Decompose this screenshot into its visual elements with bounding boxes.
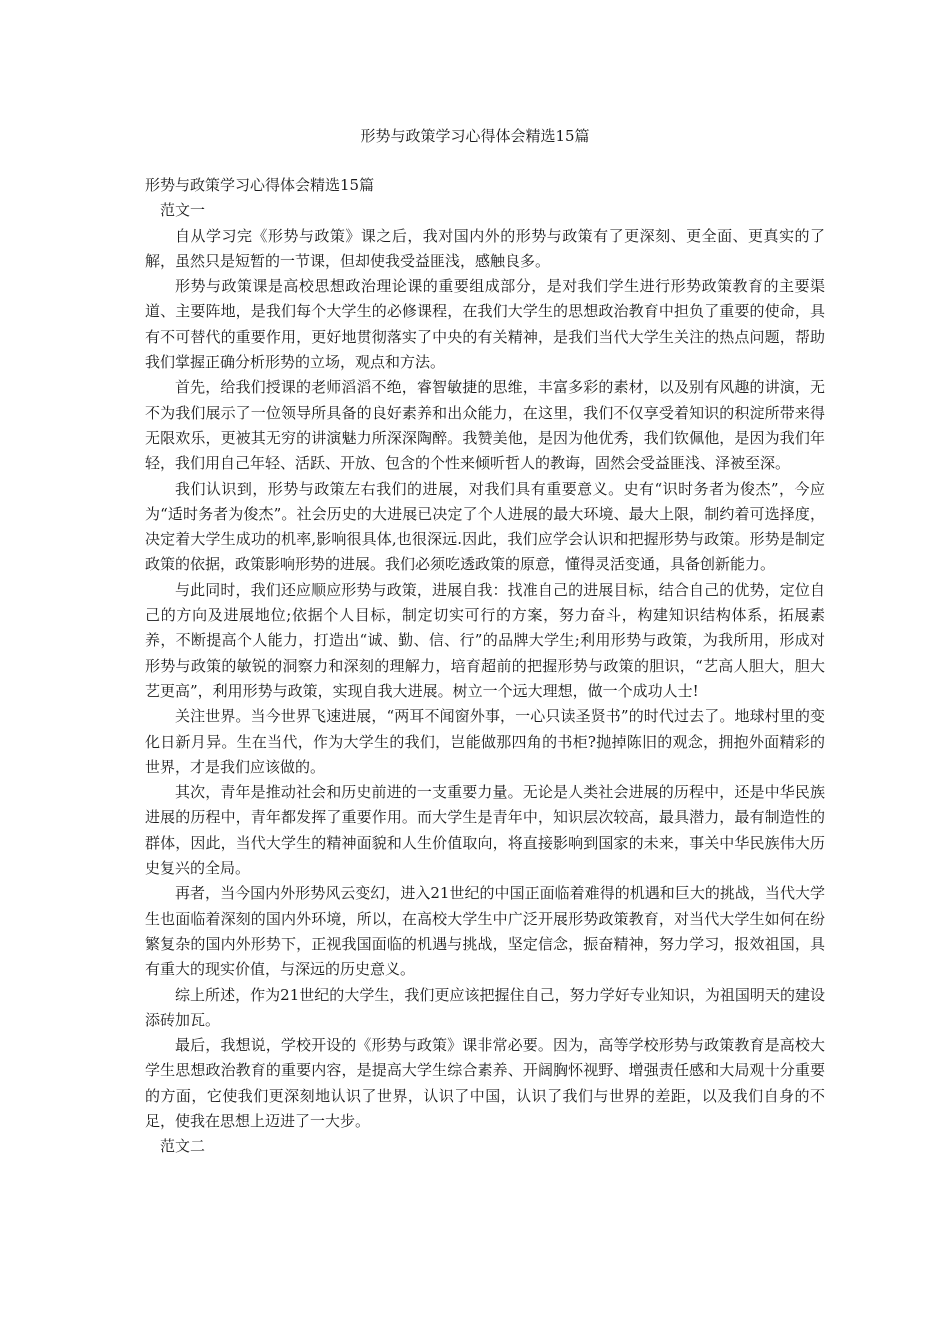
page-title: 形势与政策学习心得体会精选15篇 <box>360 127 590 145</box>
paragraph: 与此同时，我们还应顺应形势与政策，进展自我：找准自己的进展目标，结合自己的优势，定位自己的方向及进展地位;依据个人目标，制定切实可行的方案，努力奋斗，构建知识结构体系，拓展素养，不断提高个人能力，打造出“诚、勤、信、行”的品牌大学生;利用形势与政策，为我所用，形成对形势与政策的敏锐的洞察力和深刻的理解力，培育超前的把握形势与政策的胆识，“艺高人胆大，胆大艺更高”，利用形势与政策，实现自我大进展。树立一个远大理想，做一个成功人士! <box>145 580 825 700</box>
paragraph: 首先，给我们授课的老师滔滔不绝，睿智敏捷的思维，丰富多彩的素材，以及别有风趣的讲演，无不为我们展示了一位领导所具备的良好素养和出众能力，在这里，我们不仅享受着知识的积淀所带来得无限欢乐，更被其无穷的讲演魅力所深深陶醉。我赞美他，是因为他优秀，我们钦佩他，是因为我们年轻，我们用自己年轻、活跃、开放、包含的个性来倾听哲人的教诲，固然会受益匪浅、泽被至深。 <box>145 378 825 473</box>
paragraph: 我们认识到，形势与政策左右我们的进展，对我们具有重要意义。史有“识时务者为俊杰”，今应为“适时务者为俊杰”。社会历史的大进展已决定了个人进展的最大环境、最大上限，制约着可选择度，决定着大学生成功的机率,影响很具体,也很深远.因此，我们应学会认识和把握形势与政策。形势是制定政策的依据，政策影响形势的进展。我们必须吃透政策的原意，懂得灵活变通，具备创新能力。 <box>145 479 825 574</box>
paragraph: 自从学习完《形势与政策》课之后，我对国内外的形势与政策有了更深刻、更全面、更真实的了解，虽然只是短暂的一节课，但却使我受益匪浅，感触良多。 <box>145 226 825 270</box>
section-label-one: 范文一 <box>160 201 206 220</box>
document-body <box>145 173 825 1160</box>
paragraph: 最后，我想说，学校开设的《形势与政策》课非常必要。因为，高等学校形势与政策教育是高校大学生思想政治教育的重要内容，是提高大学生综合素养、开阔胸怀视野、增强责任感和大局观十分重要的方面，它使我们更深刻地认识了世界，认识了中国，认识了我们与世界的差距，以及我们自身的不足，使我在思想上迈进了一大步。 <box>145 1036 825 1130</box>
document-heading: 形势与政策学习心得体会精选15篇 <box>145 176 375 194</box>
paragraph: 综上所述，作为21世纪的大学生，我们更应该把握住自己，努力学好专业知识，为祖国明天的建设添砖加瓦。 <box>145 985 825 1029</box>
paragraph: 其次，青年是推动社会和历史前进的一支重要力量。无论是人类社会进展的历程中，还是中华民族进展的历程中，青年都发挥了重要作用。而大学生是青年中，知识层次较高，最具潜力，最有制造性的群体，因此，当代大学生的精神面貌和人生价值取向，将直接影响到国家的未来，事关中华民族伟大历史复兴的全局。 <box>145 783 825 878</box>
section-label-two: 范文二 <box>160 1137 206 1156</box>
paragraph: 关注世界。当今世界飞速进展，“两耳不闻窗外事，一心只读圣贤书”的时代过去了。地球村里的变化日新月异。生在当代，作为大学生的我们，岂能做那四角的书柜?抛掉陈旧的观念，拥抱外面精彩的世界，才是我们应该做的。 <box>145 707 825 776</box>
paragraph: 再者，当今国内外形势风云变幻，进入21世纪的中国正面临着难得的机遇和巨大的挑战，当代大学生也面临着深刻的国内外环境，所以，在高校大学生中广泛开展形势政策教育，对当代大学生如何在纷繁复杂的国内外形势下，正视我国面临的机遇与挑战，坚定信念，振奋精神，努力学习，报效祖国，具有重大的现实价值，与深远的历史意义。 <box>145 884 825 979</box>
paragraph: 形势与政策课是高校思想政治理论课的重要组成部分，是对我们学生进行形势政策教育的主要渠道、主要阵地，是我们每个大学生的必修课程，在我们大学生的思想政治教育中担负了重要的使命，具有不可替代的重要作用，更好地贯彻落实了中央的有关精神，是我们当代大学生关注的热点问题，帮助我们掌握正确分析形势的立场，观点和方法。 <box>145 277 825 372</box>
